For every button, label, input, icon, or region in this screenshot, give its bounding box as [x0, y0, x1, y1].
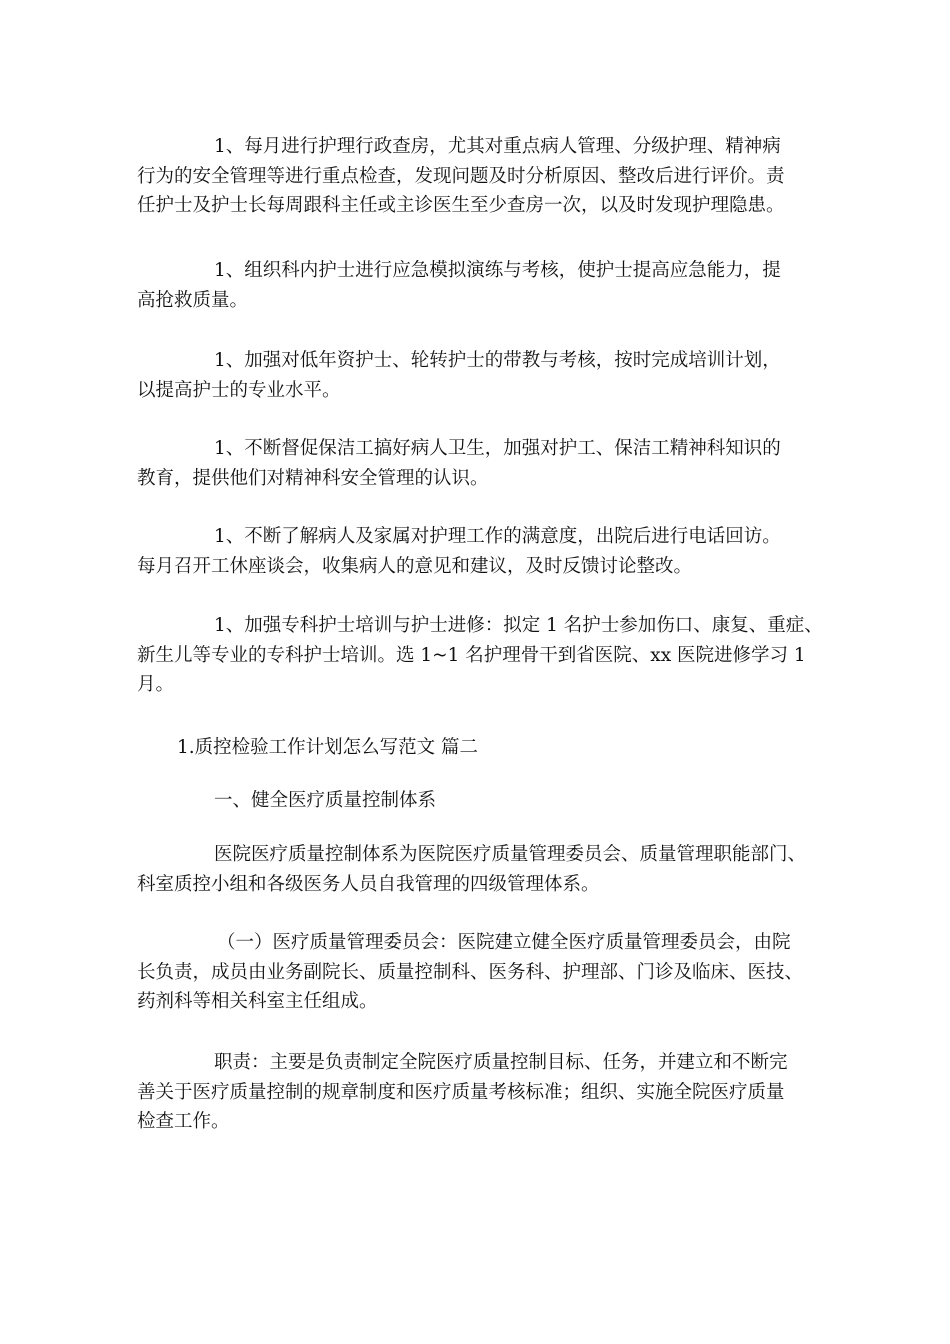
paragraph-line: 1、加强专科护士培训与护士进修：拟定 1 名护士参加伤口、康复、重症、: [214, 615, 823, 636]
heading-line: 一、健全医疗质量控制体系: [214, 790, 437, 811]
paragraph-4: [137, 434, 827, 493]
paragraph-6: [137, 611, 827, 700]
paragraph-2: [137, 256, 827, 315]
paragraph-line: 长负责，成员由业务副院长、质量控制科、医务科、护理部、门诊及临床、医技、: [137, 961, 804, 983]
paragraph-line: 高抢救质量。: [137, 289, 249, 311]
paragraph-line: 1、不断督促保洁工搞好病人卫生，加强对护工、保洁工精神科知识的: [214, 438, 781, 459]
paragraph-line: 职责：主要是负责制定全院医疗质量控制目标、任务，并建立和不断完: [214, 1052, 788, 1073]
paragraph-1: [137, 132, 827, 221]
paragraph-10: [137, 928, 827, 1017]
section-heading: [137, 733, 827, 763]
paragraph-line: 科室质控小组和各级医务人员自我管理的四级管理体系。: [137, 873, 600, 895]
paragraph-line: 药剂科等相关科室主任组成。: [137, 991, 378, 1012]
paragraph-line: 任护士及护士长每周跟科主任或主诊医生至少查房一次，以及时发现护理隐患。: [137, 195, 785, 216]
paragraph-line: 每月召开工休座谈会，收集病人的意见和建议，及时反馈讨论整改。: [137, 555, 693, 577]
paragraph-line: 1、不断了解病人及家属对护理工作的满意度，出院后进行电话回访。: [214, 526, 781, 547]
paragraph-line: 教育，提供他们对精神科安全管理的认识。: [137, 467, 489, 489]
paragraph-line: 医院医疗质量控制体系为医院医疗质量管理委员会、质量管理职能部门、: [214, 844, 807, 865]
paragraph-line: 月。: [137, 674, 175, 695]
paragraph-line: 行为的安全管理等进行重点检查，发现问题及时分析原因、整改后进行评价。责: [137, 165, 785, 187]
paragraph-line: 1、加强对低年资护士、轮转护士的带教与考核，按时完成培训计划，: [214, 350, 781, 371]
paragraph-line: 新生儿等专业的专科护士培训。选 1~1 名护理骨干到省医院、xx 医院进修学习 1: [137, 644, 806, 666]
subsection-heading: [137, 786, 827, 816]
paragraph-line: 检查工作。: [137, 1111, 230, 1132]
paragraph-line: （一）医疗质量管理委员会：医院建立健全医疗质量管理委员会，由院: [217, 932, 791, 953]
paragraph-line: 1、每月进行护理行政查房，尤其对重点病人管理、分级护理、精神病: [214, 136, 781, 157]
paragraph-5: [137, 522, 827, 581]
paragraph-line: 善关于医疗质量控制的规章制度和医疗质量考核标准；组织、实施全院医疗质量: [137, 1081, 785, 1103]
heading-line: 1.质控检验工作计划怎么写范文 篇二: [177, 737, 479, 758]
paragraph-11: [137, 1048, 827, 1137]
paragraph-line: 1、组织科内护士进行应急模拟演练与考核，使护士提高应急能力，提: [214, 260, 781, 281]
paragraph-9: [137, 840, 827, 899]
paragraph-line: 以提高护士的专业水平。: [137, 379, 341, 401]
paragraph-3: [137, 346, 827, 405]
